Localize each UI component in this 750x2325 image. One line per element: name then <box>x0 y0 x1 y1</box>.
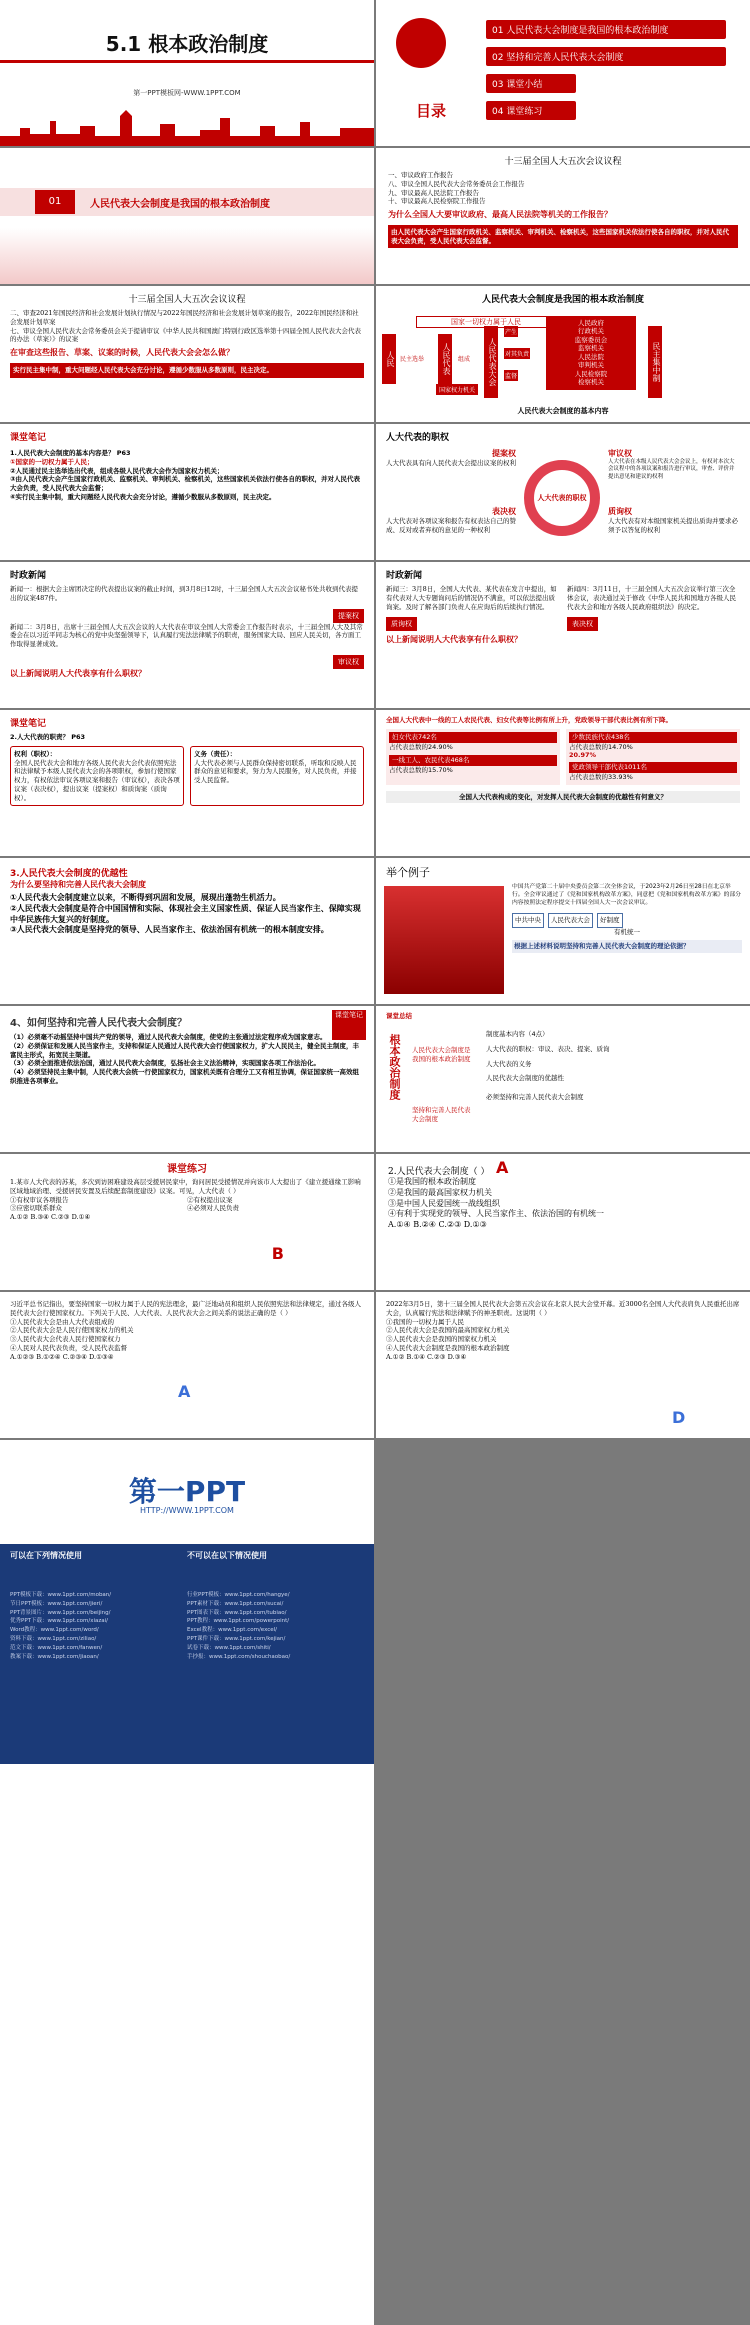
toc-label: 目录 <box>416 102 447 120</box>
stat-label: 少数民族代表438名 <box>569 732 737 743</box>
practice-option: ②人民代表大会是人民行使国家权力的机关 <box>10 1326 134 1335</box>
elect-label: 民主选举 <box>400 356 425 363</box>
flow-node: 好制度 <box>597 913 623 928</box>
practice-option: ③人民代表大会代表人民行使国家权力 <box>10 1335 121 1344</box>
notes-tag: 课堂笔记 <box>332 1010 366 1040</box>
practice-choices: A.①② B.③④ C.②③ D.①④ <box>10 1213 91 1222</box>
agenda-heading: 十三届全国人大五次会议议程 <box>128 295 246 305</box>
section-title: 人民代表大会制度是我国的根本政治制度 <box>90 199 270 210</box>
slide-toc <box>376 0 750 146</box>
example-text: 中国共产党第二十届中央委员会第二次全体会议，于2023年2月26日至28日在北京举行。全会审议通过了《党和国家机构改革方案》，同意把《党和国家机构改革方案》的部分内容按照法定程序提交十四届全国人大一次会议审议。 <box>512 884 741 906</box>
summary-item: 人大代表的职权：审议、表决、提案、质询 <box>486 1044 610 1053</box>
slide-practice-3 <box>0 1292 374 1438</box>
notes-line: ②人民通过民主选举选出代表，组成各级人民代表大会作为国家权力机关； <box>10 466 224 475</box>
slide-title <box>0 0 374 146</box>
link[interactable]: Word教程：www.1ppt.com/word/ <box>10 1627 99 1634</box>
org-label: 组成 <box>458 356 471 363</box>
practice-question: 1.某市人大代表的苏某，多次到访困难建设高层受援居民家中，询问居民受援情况并向该市人大提出了《建立援通缘工影响区域地域治理、受援居民安置及后续配套制度建设》议案。可见，人大代表（ ） <box>10 1178 361 1195</box>
practice-option: ④人民对人民代表负责，受人民代表监督 <box>10 1343 127 1352</box>
news-question: 以上新闻说明人大代表享有什么职权？ <box>386 635 522 645</box>
practice-option: ①人民代表大会是由人大代表组成的 <box>10 1317 114 1326</box>
stat-value: 占代表总数的33.93% <box>569 772 633 781</box>
link[interactable]: PPT背景图片：www.1ppt.com/beijing/ <box>10 1609 111 1616</box>
slide-news-1 <box>0 562 374 708</box>
slide-practice-2 <box>376 1154 750 1290</box>
link[interactable]: 优秀PPT下载：www.1ppt.com/xiazai/ <box>10 1618 109 1625</box>
brand-url: HTTP://WWW.1PPT.COM <box>140 1506 234 1515</box>
usage-panel <box>0 1544 374 1764</box>
toc-item-2[interactable]: 02 坚持和完善人民代表大会制度 <box>486 47 726 66</box>
practice-choices: A.①②③ B.①②④ C.②③④ D.①③④ <box>10 1352 114 1361</box>
link[interactable]: 节日PPT模板：www.1ppt.com/jieri/ <box>10 1600 103 1607</box>
slide-news-2 <box>376 562 750 708</box>
powers-heading: 人大代表的职权 <box>386 433 450 443</box>
answer-mark: D <box>672 1408 686 1427</box>
news-heading: 时政新闻 <box>386 571 423 581</box>
section-number: 01 <box>35 190 75 214</box>
congress-box: 人民代表大会 <box>484 326 498 398</box>
practice-question: 2.人民代表大会制度（ ） <box>388 1167 490 1177</box>
flow-node: 人民代表大会 <box>548 913 593 928</box>
organ: 人民检察院 <box>574 369 608 378</box>
power-ring <box>524 460 600 536</box>
question: 为什么全国人大要审议政府、最高人民法院等机关的工作报告？ <box>388 210 612 220</box>
link[interactable]: PPT教程：www.1ppt.com/powerpoint/ <box>187 1618 290 1625</box>
news-heading: 时政新闻 <box>10 571 47 581</box>
notes-question: 2.人大代表的职责？ P63 <box>10 733 86 741</box>
answer-box: 实行民主集中制，重大问题经人民代表大会充分讨论，遵循少数服从多数原则，民主决定。 <box>10 363 364 378</box>
tiananmen-graphic <box>0 228 374 284</box>
flow-sub: 有机统一 <box>614 928 640 937</box>
practice-option: ①我国的一切权力属于人民 <box>386 1317 464 1326</box>
how-line: （4）必须坚持民主集中制，人民代表大会统一行使国家权力，国家机关既有合理分工又有相互协调，保证国家统一高效组织推进各项事业。 <box>10 1068 360 1085</box>
organ: 行政机关 <box>578 327 604 336</box>
link[interactable]: 教案下载：www.1ppt.com/jiaoan/ <box>10 1653 99 1660</box>
composition-headline: 全国人大代表中一线的工人农民代表、妇女代表等比例有所上升，党政领导干部代表比例有所下降。 <box>386 716 672 724</box>
advantage-heading: 3.人民代表大会制度的优越性 <box>10 869 128 879</box>
power-title: 提案权 <box>492 449 516 458</box>
responsible-label: 对其负责 <box>504 348 530 359</box>
practice-option: ③是中国人民爱国统一战线组织 <box>388 1198 500 1208</box>
link[interactable]: PPT课件下载：www.1ppt.com/kejian/ <box>187 1635 286 1642</box>
brand-logo: 第一PPT <box>128 1475 246 1508</box>
link[interactable]: 资料下载：www.1ppt.com/ziliao/ <box>10 1635 97 1642</box>
practice-question: 2022年3月5日，第十三届全国人民代表大会第五次会议在北京人民大会堂开幕。近3000名全国人大代表肩负人民重托出席大会，认真履行宪法和法律赋予的神圣职责。这说明（ ） <box>386 1300 740 1317</box>
slide-notes-2 <box>0 710 374 856</box>
how-line: （3）必须全面推进依法治国，通过人民代表大会制度，弘扬社会主义法治精神，实现国家各项工作法治化。 <box>10 1059 321 1068</box>
slide-section-1 <box>0 148 374 284</box>
news-2: 新闻二：3月8日，出席十三届全国人大五次会议的人大代表在审议全国人大常委会工作报告时表示，十三届全国人大及其常委会在以习近平同志为核心的党中央坚强领导下，认真履行宪法法律赋予的职责，服务国家大局、回应人民关切，各方面工作取得显著成效。 <box>10 622 363 649</box>
answer-mark: A <box>496 1158 509 1177</box>
link[interactable]: Excel教程：www.1ppt.com/excel/ <box>187 1627 278 1634</box>
answer-mark: A <box>178 1382 191 1401</box>
organ: 检察机关 <box>578 378 604 387</box>
organ: 监察委员会 <box>574 335 608 344</box>
power-title: 审议权 <box>608 449 632 458</box>
slide-practice-4 <box>376 1292 750 1438</box>
practice-option: ①是我国的根本政治制度 <box>388 1177 476 1186</box>
toc-list <box>486 20 726 128</box>
page-title: 5.1 根本政治制度 <box>105 32 269 56</box>
slide-example <box>376 858 750 1004</box>
example-question: 根据上述材料说明坚持和完善人民代表大会制度的理论依据？ <box>512 940 742 953</box>
summary-item: 人大代表的义务 <box>486 1059 532 1068</box>
practice-option: ③应密切联系群众 <box>10 1204 62 1213</box>
npc-box: 人民代表 <box>438 334 452 384</box>
slide-brand <box>0 1440 374 2325</box>
summary-node: 人民代表大会制度是我国的根本政治制度 <box>412 1046 471 1063</box>
duty-text: 人大代表必须与人民群众保持密切联系，听取和反映人民群众的意见和要求，努力为人民服务，对人民负责，并接受人民监督。 <box>194 758 357 785</box>
slide-notes-1 <box>0 424 374 560</box>
organs-box <box>546 316 636 390</box>
practice-option: ③人民代表大会是我国的国家权力机关 <box>386 1335 497 1344</box>
slide-agenda-2 <box>0 286 374 422</box>
link-list <box>10 1591 364 1661</box>
how-heading: 4、如何坚持和完善人民代表大会制度？ <box>10 1018 187 1029</box>
power-tag: 表决权 <box>567 617 598 631</box>
agenda-item: 十、审议最高人民检察院工作报告 <box>388 197 486 206</box>
toc-item-1[interactable]: 01 人民代表大会制度是我国的根本政治制度 <box>486 20 726 39</box>
agenda-item: 一、审议政府工作报告 <box>388 171 453 179</box>
notes-question: 1.人民代表大会制度的基本内容是？ P63 <box>10 449 131 457</box>
practice-option: ④必须对人民负责 <box>187 1204 239 1213</box>
power-text: 人大代表在本级人民代表大会会议上，有权对本次大会议程中的各项议案和报告进行审议，审查、评价并提出意见和建议的权利 <box>608 459 735 480</box>
slide-system-diagram <box>376 286 750 422</box>
advantage-sub: 为什么要坚持和完善人民代表大会制度 <box>10 880 146 889</box>
practice-choices: A.①② B.①④ C.②③ D.③④ <box>386 1352 467 1361</box>
summary-item: 制度基本内容（4点） <box>486 1030 549 1038</box>
link[interactable]: PPT模板下载：www.1ppt.com/moban/ <box>10 1592 112 1598</box>
notes-line: ③由人民代表大会产生国家行政机关、监察机关、审判机关、检察机关，这些国家机关依法行使各自的职权，并对人民代表大会负责，受人民代表大会监督； <box>10 475 361 493</box>
summary-vertical: 根本政治制度 <box>388 1034 401 1100</box>
toc-item-4[interactable]: 04 课堂练习 <box>486 101 576 120</box>
practice-option: ④人民代表大会制度是我国的根本政治制度 <box>386 1343 510 1352</box>
power-text: 人大代表有对本级国家机关提出质询并要求必须予以答复的权利 <box>608 517 738 534</box>
agenda-heading: 十三届全国人大五次会议议程 <box>504 157 622 167</box>
stat-value: 占代表总数的14.70% <box>569 742 633 751</box>
top-label: 国家一切权力属于人民 <box>416 316 556 328</box>
practice-option: ④有利于实现党的领导、人民当家作主、依法治国的有机统一 <box>388 1209 604 1219</box>
advantage-line: ②人民代表大会制度是符合中国国情和实际、体现社会主义国家性质、保证人民当家作主、保障实现中华民族伟大复兴的好制度。 <box>10 903 361 924</box>
notes-heading: 课堂笔记 <box>10 719 47 729</box>
how-line: （2）必须保证和发展人民当家作主，支持和保证人民通过人民代表大会行使国家权力，扩大人民民主，健全民主制度，丰富民主形式，拓宽民主渠道。 <box>10 1041 360 1059</box>
organ: 人民法院 <box>578 352 604 361</box>
stat-label: 妇女代表742名 <box>389 732 557 743</box>
practice-option: ②人民代表大会是我国的最高国家权力机关 <box>386 1326 510 1335</box>
stat-value: 占代表总数的15.70% <box>389 766 453 775</box>
practice-option: ①有权审议各项报告 <box>10 1195 69 1204</box>
link[interactable]: PPT图表下载：www.1ppt.com/tubiao/ <box>187 1609 287 1616</box>
power-text: 人大代表对各项议案和报告有权表达自己的赞成、反对或者弃权的意见的一种权利 <box>386 517 516 534</box>
notes-heading: 课堂笔记 <box>10 433 47 443</box>
produce-label: 产生 <box>504 326 518 337</box>
organ: 审判机关 <box>578 361 604 370</box>
summary-node: 坚持和完善人民代表大会制度 <box>412 1106 471 1123</box>
slide-agenda-1 <box>376 148 750 284</box>
link[interactable]: 行业PPT模板：www.1ppt.com/hangye/ <box>187 1592 290 1598</box>
composition-caption: 全国人大代表构成的变化，对发挥人民代表大会制度的优越性有何意义？ <box>386 791 740 804</box>
power-tag: 质询权 <box>386 617 417 631</box>
advantage-line: ①人民代表大会制度建立以来，不断得到巩固和发展，展现出蓬勃生机活力。 <box>10 893 281 902</box>
notes-line: ④实行民主集中制，重大问题经人民代表大会充分讨论，遵循少数服从多数原则，民主决定。 <box>10 492 276 501</box>
notes-line: ①国家的一切权力属于人民； <box>10 457 94 466</box>
answer-mark: B <box>271 1244 284 1263</box>
flow-node: 中共中央 <box>512 913 544 928</box>
practice-choices: A.①④ B.②④ C.②③ D.①③ <box>388 1220 487 1230</box>
slide-advantage <box>0 858 374 1004</box>
plenary-photo <box>384 886 504 994</box>
practice-question: 习近平总书记指出，要坚持国家一切权力属于人民的宪法理念，最广泛地动员和组织人民依照宪法和法律规定，通过各级人民代表大会行使国家权力。下列关于人民、人大代表、人民代表大会之间关系的说法正确的是（ ） <box>10 1300 361 1317</box>
link[interactable]: PPT素材下载：www.1ppt.com/sucai/ <box>187 1600 284 1607</box>
power-title: 质询权 <box>608 507 632 516</box>
diagram-heading: 人民代表大会制度是我国的根本政治制度 <box>481 295 644 305</box>
stat-value: 20.97% <box>569 751 597 760</box>
question: 在审查这些报告、草案、议案的时候，人民代表大会会怎么做？ <box>10 348 234 358</box>
slide-how <box>0 1006 374 1152</box>
stat-label: 党政领导干部代表1011名 <box>569 762 737 773</box>
summary-item: 必须坚持和完善人民代表大会制度 <box>486 1093 584 1102</box>
toc-item-3[interactable]: 03 课堂小结 <box>486 74 576 93</box>
agenda-item: 八、审议全国人民代表大会常务委员会工作报告 <box>388 179 525 188</box>
news-4: 新闻四：3月11日，十三届全国人大五次会议举行第三次全体会议，表决通过关于修改《中华人民共和国地方各级人民代表大会和地方各级人民政府组织法》的决定。 <box>567 585 736 611</box>
organ: 监察机关 <box>578 344 604 353</box>
slide-powers <box>376 424 750 560</box>
summary-heading: 课堂总结 <box>386 1012 412 1020</box>
slide-composition <box>376 710 750 856</box>
diagram-caption: 人民代表大会制度的基本内容 <box>517 407 609 415</box>
agenda-item: 九、审议最高人民法院工作报告 <box>388 188 479 197</box>
ring-center: 人大代表的职权 <box>537 494 587 502</box>
divider <box>0 60 374 63</box>
link[interactable]: 手抄报：www.1ppt.com/shouchaobao/ <box>187 1653 291 1660</box>
rights-text: 全国人民代表大会和地方各级人民代表大会代表依照宪法和法律赋予本级人民代表大会的各项职权，参加行使国家权力，有权依法审议各项议案和报告（审议权），表决各项议案（表决权），提出议案（提案权）和质询案（质询权）。 <box>14 758 180 802</box>
link[interactable]: 范文下载：www.1ppt.com/fanwen/ <box>10 1644 103 1651</box>
news-3: 新闻三：3月8日，全国人大代表、某代表在发言中提出，如有代表对人大专题询问后的情况仍不满意，可以依法提出质询案。及时了解各部门负责人在应询后的后续执行情况。 <box>386 585 557 611</box>
skyline-graphic <box>0 106 374 146</box>
usage-forbidden-title: 不可以在以下情况使用 <box>187 1551 267 1560</box>
advantage-line: ③人民代表大会制度是坚持党的领导、人民当家作主、依法治国有机统一的根本制度安排。 <box>10 925 329 935</box>
news-1: 新闻一：根据大会主席团决定的代表提出议案的截止时间，到3月8日12时，十三届全国人大五次会议秘书处共收到代表提出的议案487件。 <box>10 585 359 602</box>
link[interactable]: 试卷下载：www.1ppt.com/shiti/ <box>187 1644 271 1651</box>
people-box: 人民 <box>382 334 396 384</box>
power-tag: 审议权 <box>333 655 364 669</box>
democratic-centralism-box: 民主集中制 <box>648 326 662 398</box>
page-subtitle: 第一PPT模板网-WWW.1PPT.COM <box>133 89 241 97</box>
how-line: （1）必须毫不动摇坚持中国共产党的领导，通过人民代表大会制度，使党的主张通过法定程序成为国家意志。 <box>10 1033 327 1041</box>
example-heading: 举个例子 <box>386 866 430 879</box>
emblem-icon <box>396 18 446 68</box>
slide-practice-1 <box>0 1154 374 1290</box>
usage-allowed-title: 可以在下列情况使用 <box>10 1551 82 1560</box>
supervise-label: 监督 <box>504 370 518 381</box>
organ-label: 国家权力机关 <box>436 384 478 395</box>
power-title: 表决权 <box>492 507 516 516</box>
summary-item: 人民代表大会制度的优越性 <box>486 1074 564 1083</box>
agenda-p2: 七、审议全国人民代表大会常务委员会关于提请审议《中华人民共和国澳门特别行政区选举第十四届全国人民代表大会代表的办法（草案）》的议案 <box>10 326 361 344</box>
rights-title: 权利（职权）： <box>14 749 57 758</box>
stat-label: 一线工人、农民代表468名 <box>389 755 557 766</box>
stat-value: 占代表总数的24.90% <box>389 742 453 751</box>
power-tag: 提案权 <box>333 609 364 623</box>
answer-box: 由人民代表大会产生国家行政机关、监察机关、审判机关、检察机关，这些国家机关依法行使各自的职权，并对人民代表大会负责，受人民代表大会监督。 <box>388 225 738 249</box>
organ: 人民政府 <box>578 319 604 327</box>
duty-title: 义务（责任）： <box>194 749 237 758</box>
news-question: 以上新闻说明人大代表享有什么职权？ <box>10 668 146 678</box>
agenda-p1: 二、审查2021年国民经济和社会发展计划执行情况与2022年国民经济和社会发展计划草案的报告，2022年国民经济和社会发展计划草案 <box>10 309 359 326</box>
practice-option: ②有权提出议案 <box>187 1195 233 1204</box>
slide-summary <box>376 1006 750 1152</box>
power-text: 人大代表具有向人民代表大会提出议案的权利 <box>386 459 516 467</box>
practice-option: ②是我国的最高国家权力机关 <box>388 1187 492 1197</box>
practice-heading: 课堂练习 <box>167 1164 207 1175</box>
